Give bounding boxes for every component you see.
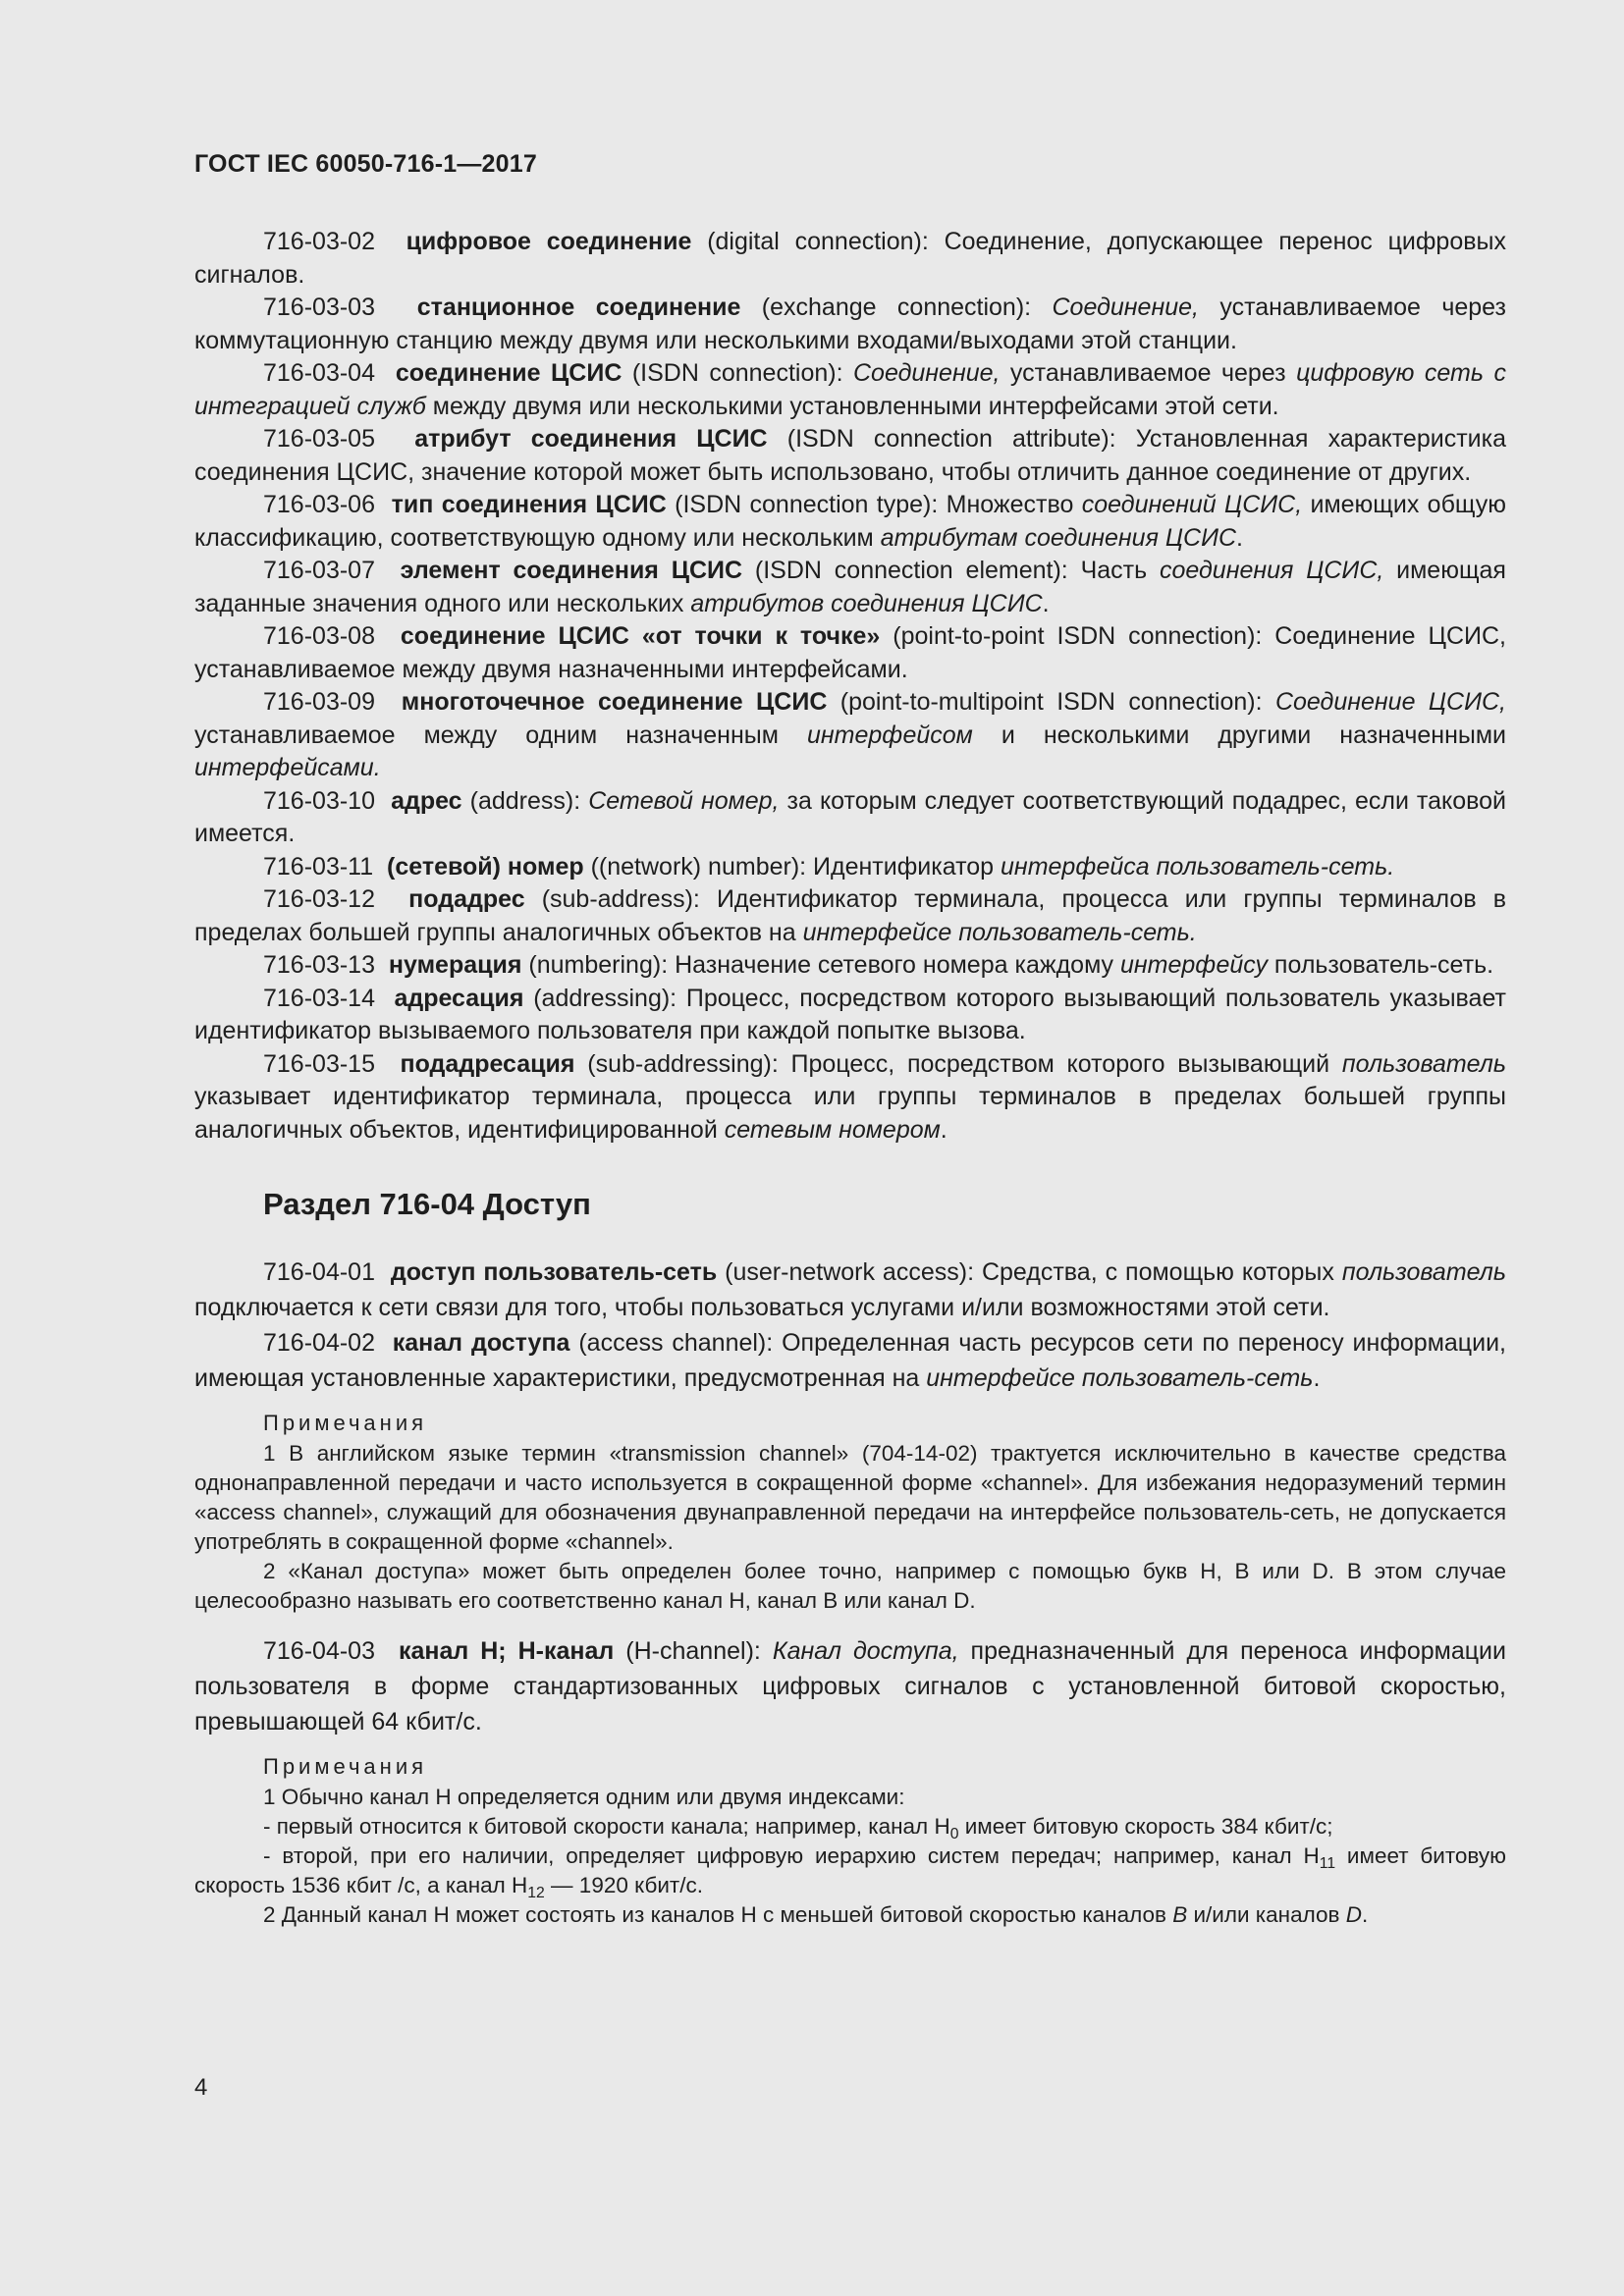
- notes-heading: Примечания: [263, 1754, 428, 1779]
- note-item: - первый относится к битовой скорости канала; например, канал $Н_0$ имеет битовую скорость 384 кбит/с;: [263, 1814, 1333, 1842]
- term-entry: 716-03-11 (сетевой) номер ((network) number): Идентификатор интерфейса пользователь-сеть.: [263, 852, 1395, 881]
- term-entry: 716-04-02 канал доступа (access channel): Определенная часть ресурсов сети по переносу информации, имеющая установленные характеристики, предусмотренная на интерфейсе пользователь-сеть.: [194, 1329, 1506, 1392]
- page-content: [194, 226, 1506, 1930]
- term-entry: 716-03-05 атрибут соединения ЦСИС (ISDN connection attribute): Установленная характеристика соединения ЦСИС, значение которой может быть использовано, чтобы отличить данное соединение от других.: [194, 425, 1506, 486]
- term-entry: 716-04-01 доступ пользователь-сеть (user-network access): Средства, с помощью которых пользователь подключается к сети связи для того, чтобы пользоваться услугами и/или возможностями этой сети.: [194, 1258, 1506, 1321]
- term-entry: 716-03-12 подадрес (sub-address): Идентификатор терминала, процесса или группы терминалов в пределах большей группы аналогичных объектов на интерфейсе пользователь-сеть.: [194, 885, 1506, 946]
- section-0304-body: [194, 1255, 1506, 1930]
- term-entry: 716-03-09 многоточечное соединение ЦСИС (point-to-multipoint ISDN connection): Соединение ЦСИС, устанавливаемое между одним назначенным интерфейсом и несколькими другими назначенными интерфейсами.: [194, 688, 1507, 781]
- term-entry: 716-03-07 элемент соединения ЦСИС (ISDN connection element): Часть соединения ЦСИС, имеющая заданные значения одного или нескольких атрибутов соединения ЦСИС.: [194, 557, 1506, 617]
- term-entry: 716-03-02 цифровое соединение (digital connection): Соединение, допускающее перенос цифровых сигналов.: [194, 228, 1506, 289]
- note-item: 1 В английском языке термин «transmission channel» (704-14-02) трактуется исключительно в качестве средства однонаправленной передачи и часто используется в сокращенной форме «channel». Для избежания недоразумений термин «access channel», служащий для обозначения двунаправленной передачи на интерфейсе пользователь-сеть, не допускается употреблять в сокращенной форме «channel».: [194, 1441, 1506, 1554]
- page-number: 4: [194, 2074, 208, 2101]
- term-entry: 716-03-06 тип соединения ЦСИС (ISDN connection type): Множество соединений ЦСИС, имеющих общую классификацию, соответствующую одному или нескольким атрибутам соединения ЦСИС.: [194, 491, 1506, 552]
- note-item: 2 «Канал доступа» может быть определен более точно, например с помощью букв Н, В или D. В этом случае целесообразно называть его соответственно канал Н, канал В или канал D.: [194, 1559, 1506, 1613]
- term-entry: 716-03-15 подадресация (sub-addressing): Процесс, посредством которого вызывающий пользователь указывает идентификатор терминала, процесса или группы терминалов в пределах большей группы аналогичных объектов, идентифицированной сетевым номером.: [194, 1049, 1506, 1144]
- term-entry: 716-03-10 адрес (address): Сетевой номер, за которым следует соответствующий подадрес, если таковой имеется.: [194, 786, 1506, 847]
- notes-heading: Примечания: [263, 1411, 428, 1435]
- term-entry: 716-03-13 нумерация (numbering): Назначение сетевого номера каждому интерфейсу пользователь-сеть.: [263, 951, 1494, 979]
- note-item: - второй, при его наличии, определяет цифровую иерархию систем передач; например, канал $Н_{11}$ имеет битовую скорость 1536 кбит /с, а канал $Н_{12}$ — 1920 кбит/с.: [194, 1843, 1506, 1901]
- term-entry: 716-03-03 станционное соединение (exchange connection): Соединение, устанавливаемое через коммутационную станцию между двумя или несколькими входами/выходами этой станции.: [194, 294, 1506, 354]
- document-header: ГОСТ IEC 60050-716-1—2017: [194, 150, 537, 178]
- term-entry: 716-03-14 адресация (addressing): Процесс, посредством которого вызывающий пользователь указывает идентификатор вызываемого пользователя при каждой попытке вызова.: [194, 984, 1506, 1044]
- term-entry: 716-04-03 канал Н; Н-канал (H-channel): Канал доступа, предназначенный для переноса информации пользователя в форме стандартизованных цифровых сигналов с установленной битовой скоростью, превышающей 64 кбит/с.: [194, 1637, 1506, 1735]
- section-title: Раздел 716-04 Доступ: [263, 1187, 591, 1221]
- term-entry: 716-03-04 соединение ЦСИС (ISDN connection): Соединение, устанавливаемое через цифровую сеть с интеграцией служб между двумя или несколькими установленными интерфейсами этой сети.: [194, 359, 1506, 420]
- note-item: 1 Обычно канал Н определяется одним или двумя индексами:: [263, 1785, 905, 1809]
- note-item: 2 Данный канал Н может состоять из каналов Н с меньшей битовой скоростью каналов В и/или каналов D.: [263, 1902, 1369, 1927]
- term-entry: 716-03-08 соединение ЦСИС «от точки к точке» (point-to-point ISDN connection): Соединение ЦСИС, устанавливаемое между двумя назначенными интерфейсами.: [194, 622, 1506, 683]
